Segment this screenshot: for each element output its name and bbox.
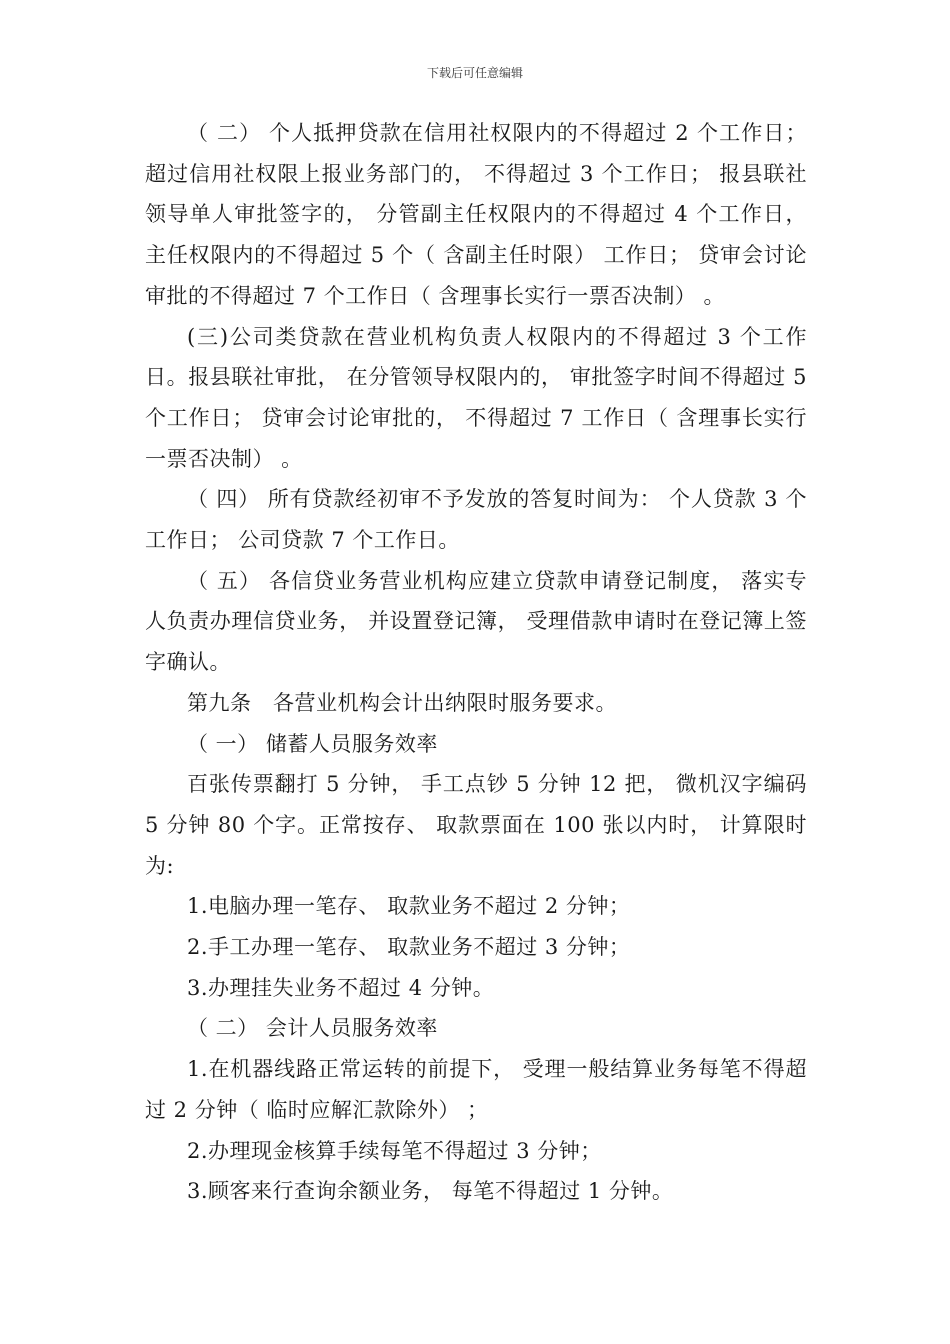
page-header: 下载后可任意编辑 [426, 66, 523, 80]
list-item: 2.手工办理一笔存、 取款业务不超过 3 分钟； [187, 935, 631, 960]
list-item: 3.顾客来行查询余额业务， 每笔不得超过 1 分钟。 [187, 1179, 674, 1204]
list-item: 3.办理挂失业务不超过 4 分钟。 [187, 975, 495, 1000]
list-item: 1.电脑办理一笔存、 取款业务不超过 2 分钟； [187, 894, 631, 919]
document-body [145, 113, 807, 1212]
paragraph-loan-registration: （ 五） 各信贷业务营业机构应建立贷款申请登记制度， 落实专人负责办理信贷业务， 并设置登记簿， 受理借款申请时在登记簿上签字确认。 [145, 568, 807, 675]
paragraph-corporate-loan: (三)公司类贷款在营业机构负责人权限内的不得超过 3 个工作日。报县联社审批， 在分管领导权限内的， 审批签字时间不得超过 5 个工作日； 贷审会讨论审批的， 不得超过 7 工作日（ 含理事长实行一票否决制） 。 [145, 324, 807, 471]
list-item: 2.办理现金核算手续每笔不得超过 3 分钟； [187, 1138, 602, 1163]
paragraph-savings-standards: 百张传票翻打 5 分钟， 手工点钞 5 分钟 12 把， 微机汉字编码 5 分钟 80 个字。正常按存、 取款票面在 100 张以内时， 计算限时为: [145, 772, 807, 878]
article-nine-heading: 第九条 各营业机构会计出纳限时服务要求。 [187, 690, 617, 715]
section-savings-efficiency: （ 一） 储蓄人员服务效率 [187, 731, 438, 756]
section-accounting-efficiency: （ 二） 会计人员服务效率 [187, 1016, 438, 1041]
paragraph-personal-mortgage-loan: （ 二） 个人抵押贷款在信用社权限内的不得超过 2 个工作日；超过信用社权限上报业务部门的， 不得超过 3 个工作日； 报县联社领导单人审批签字的， 分管副主任权限内的不得超过 4 个工作日， 主任权限内的不得超过 5 个（ 含副主任时限） 工作日； 贷审会讨论审批的不得超过 7 个工作日（ 含理事长实行一票否决制） 。 [145, 121, 807, 308]
list-item: 1.在机器线路正常运转的前提下， 受理一般结算业务每笔不得超过 2 分钟（ 临时应解汇款除外） ； [145, 1057, 807, 1122]
paragraph-rejection-reply-time: （ 四） 所有贷款经初审不予发放的答复时间为： 个人贷款 3 个工作日； 公司贷款 7 个工作日。 [145, 487, 807, 553]
